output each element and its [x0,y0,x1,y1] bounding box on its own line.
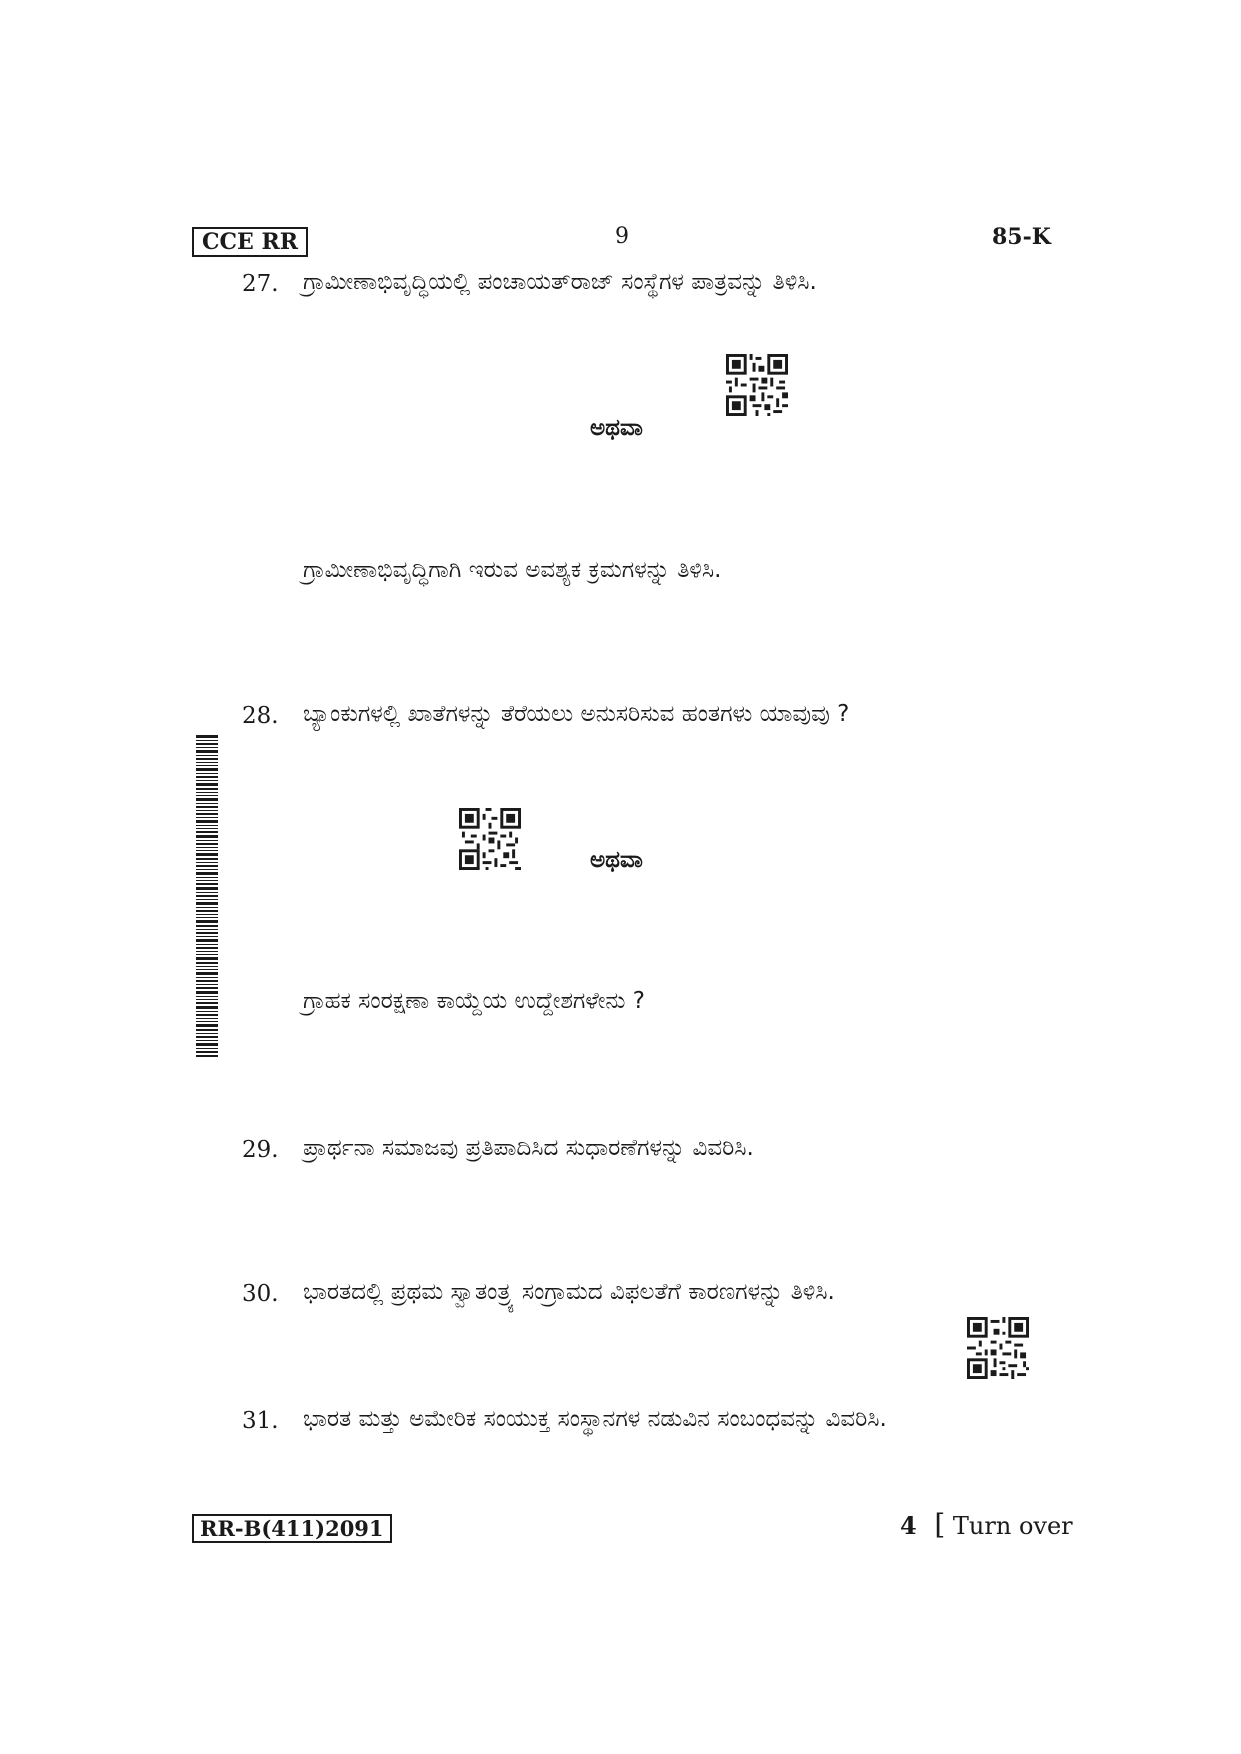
paper-code: 85-K [992,224,1051,250]
footer-turn-over [900,1508,1073,1541]
footer-code: RR-B(411)2091 [192,1514,392,1543]
qr-code-icon [459,808,521,870]
page-number: 9 [615,224,629,249]
qr-code-icon [726,354,788,416]
question-29-text: ಪ್ರಾರ್ಥನಾ ಸಮಾಜವು ಪ್ರತಿಪಾದಿಸಿದ ಸುಧಾರಣೆಗಳನ್ನು ವಿವರಿಸಿ. [303,1135,754,1161]
question-29-number: 29. [242,1137,279,1163]
question-28-number: 28. [242,703,279,729]
question-30-number: 30. [242,1281,279,1307]
question-30-text: ಭಾರತದಲ್ಲಿ ಪ್ರಥಮ ಸ್ವಾತಂತ್ರ್ಯ ಸಂಗ್ರಾಮದ ವಿಫಲತೆಗೆ ಕಾರಣಗಳನ್ನು ತಿಳಿಸಿ. [303,1279,835,1305]
question-28-text: ಬ್ಯಾಂಕುಗಳಲ್ಲಿ ಖಾತೆಗಳನ್ನು ತೆರೆಯಲು ಅನುಸರಿಸುವ ಹಂತಗಳು ಯಾವುವು ? [303,701,850,727]
footer-bracket: [ [934,1508,946,1541]
question-31-number: 31. [242,1408,279,1434]
question-28-or: ಅಥವಾ [590,847,643,873]
question-27-text: ಗ್ರಾಮೀಣಾಭಿವೃದ್ಧಿಯಲ್ಲಿ ಪಂಚಾಯತ್‌ರಾಜ್ ಸಂಸ್ಥೆಗಳ ಪಾತ್ರವನ್ನು ತಿಳಿಸಿ. [303,269,817,295]
qr-code-icon [967,1317,1029,1379]
question-27-number: 27. [242,271,279,297]
question-31-text: ಭಾರತ ಮತ್ತು ಅಮೇರಿಕ ಸಂಯುಕ್ತ ಸಂಸ್ಥಾನಗಳ ನಡುವಿನ ಸಂಬಂಧವನ್ನು ವಿವರಿಸಿ. [303,1406,887,1432]
header-code: CCE RR [192,227,308,257]
question-28-alt-text: ಗ್ರಾಹಕ ಸಂರಕ್ಷಣಾ ಕಾಯ್ದೆಯ ಉದ್ದೇಶಗಳೇನು ? [303,988,646,1014]
footer-page-count: 4 [900,1511,917,1540]
barcode-icon [196,735,218,1057]
turn-over-label: Turn over [952,1512,1073,1540]
question-27-or: ಅಥವಾ [590,415,643,441]
question-27-alt-text: ಗ್ರಾಮೀಣಾಭಿವೃದ್ಧಿಗಾಗಿ ಇರುವ ಅವಶ್ಯಕ ಕ್ರಮಗಳನ್ನು ತಿಳಿಸಿ. [303,557,722,583]
